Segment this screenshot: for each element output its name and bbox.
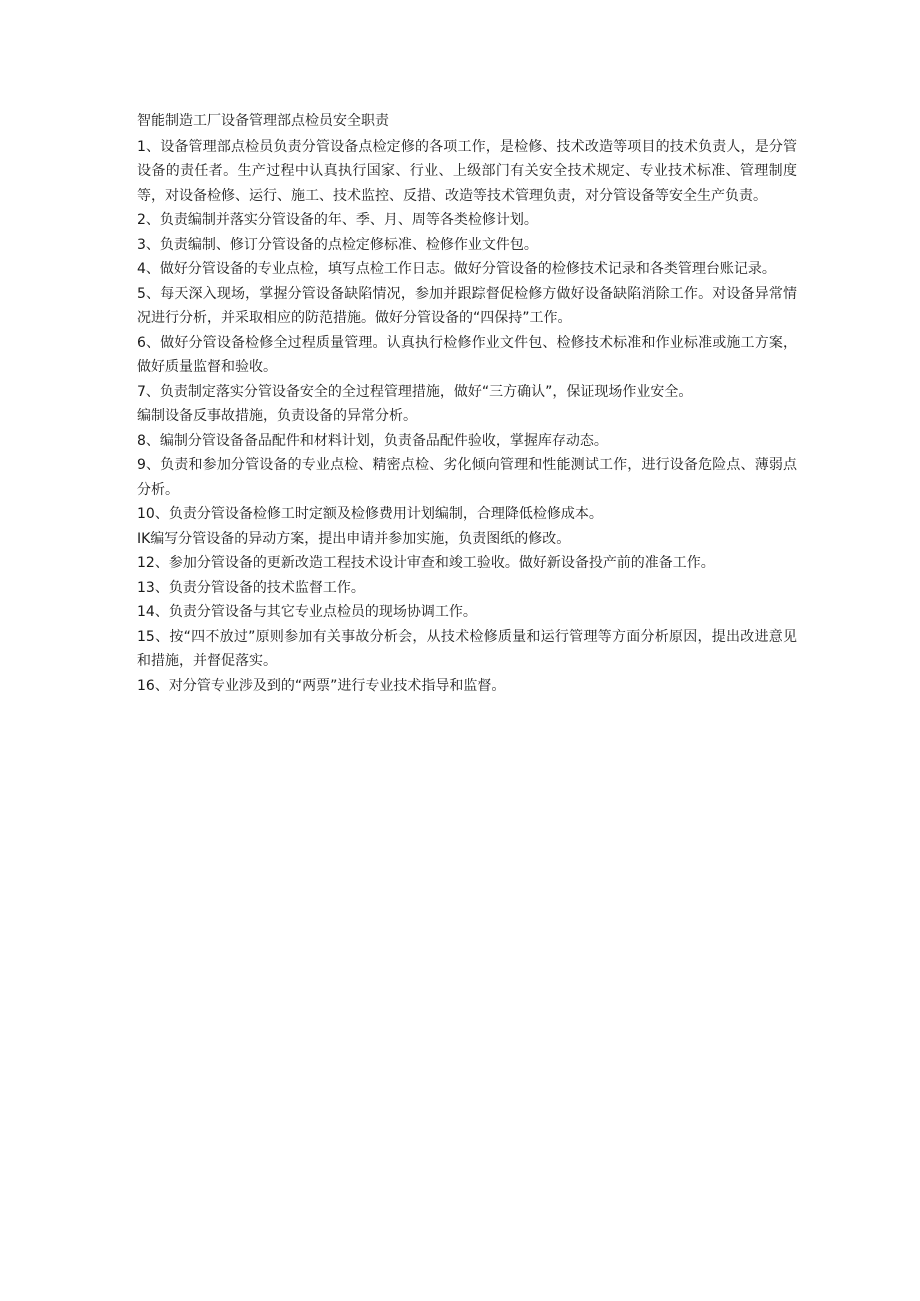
duty-item-3: 3、负责编制、修订分管设备的点检定修标准、检修作业文件包。 bbox=[137, 236, 538, 253]
duty-item-7: 7、负责制定落实分管设备安全的全过程管理措施，做好“三方确认”，保证现场作业安全。 bbox=[137, 383, 693, 400]
document-title: 智能制造工厂设备管理部点检员安全职责 bbox=[137, 113, 389, 129]
duty-item-5: 5、每天深入现场，掌握分管设备缺陷情况，参加并跟踪督促检修方做好设备缺陷消除工作。对设备异常情况进行分析，并采取相应的防范措施。做好分管设备的“四保持”工作。 bbox=[137, 285, 797, 326]
duty-item-16: 16、对分管专业涉及到的“两票”进行专业技术指导和监督。 bbox=[137, 677, 506, 694]
duty-item-6: 6、做好分管设备检修全过程质量管理。认真执行检修作业文件包、检修技术标准和作业标准或施工方案，做好质量监督和验收。 bbox=[137, 334, 797, 375]
duty-item-12: 12、参加分管设备的更新改造工程技术设计审查和竣工验收。做好新设备投产前的准备工作。 bbox=[137, 555, 715, 571]
duty-item-14: 14、负责分管设备与其它专业点检员的现场协调工作。 bbox=[137, 604, 477, 620]
duty-item-9: 9、负责和参加分管设备的专业点检、精密点检、劣化倾向管理和性能测试工作，进行设备危险点、薄弱点分析。 bbox=[137, 457, 797, 498]
duty-item-2: 2、负责编制并落实分管设备的年、季、月、周等各类检修计划。 bbox=[137, 212, 538, 228]
duty-item-15: 15、按“四不放过”原则参加有关事故分析会，从技术检修质量和运行管理等方面分析原因，提出改进意见和措施，并督促落实。 bbox=[137, 628, 797, 669]
duty-item-10: 10、负责分管设备检修工时定额及检修费用计划编制，合理降低检修成本。 bbox=[137, 506, 603, 522]
duty-item-4: 4、做好分管设备的专业点检，填写点检工作日志。做好分管设备的检修技术记录和各类管理台账记录。 bbox=[137, 261, 776, 277]
duty-item-13: 13、负责分管设备的技术监督工作。 bbox=[137, 579, 365, 596]
duty-item-11: IK编写分管设备的异动方案，提出申请并参加实施，负责图纸的修改。 bbox=[137, 530, 571, 547]
document-body bbox=[137, 109, 797, 698]
duty-item-7-continued: 编制设备反事故措施，负责设备的异常分析。 bbox=[137, 408, 417, 424]
duty-item-1: 1、设备管理部点检员负责分管设备点检定修的各项工作，是检修、技术改造等项目的技术负责人，是分管设备的责任者。生产过程中认真执行国家、行业、上级部门有关安全技术规定、专业技术标准、管理制度等，对设备检修、运行、施工、技术监控、反措、改造等技术管理负责，对分管设备等安全生产负责。 bbox=[137, 138, 797, 204]
duty-item-8: 8、编制分管设备备品配件和材料计划，负责备品配件验收，掌握库存动态。 bbox=[137, 432, 608, 449]
